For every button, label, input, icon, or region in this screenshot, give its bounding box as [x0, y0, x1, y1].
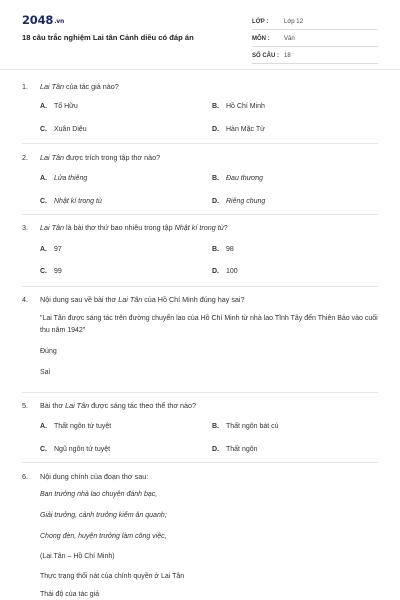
meta-info: [252, 14, 378, 65]
divider: [22, 286, 378, 287]
verse-line: Chong đèn, huyện trưởng làm công việc,: [40, 533, 167, 540]
meta-row-subject: MÔN : Văn: [252, 31, 378, 47]
option-c[interactable]: C. 99: [40, 268, 62, 275]
divider: [22, 462, 378, 463]
question-5: 5. Bài thơ Lai Tân được sáng tác theo thể thơ nào?: [22, 401, 197, 410]
worksheet-header: [0, 0, 400, 70]
option-d[interactable]: D. Thất ngôn: [212, 446, 258, 453]
question-text: Nội dung sau về bài thơ Lai Tân của Hồ Chí Minh đúng hay sai?: [40, 295, 245, 304]
divider: [22, 214, 378, 215]
question-text: Nội dung chính của đoạn thơ sau:: [40, 472, 149, 481]
question-text: Bài thơ Lai Tân được sáng tác theo thể thơ nào?: [40, 401, 197, 410]
option-a[interactable]: A. Tố Hữu: [40, 103, 78, 110]
option-a[interactable]: A. Lửa thiêng: [40, 175, 88, 182]
question-3: 3. Lai Tân là bài thơ thứ bao nhiêu trong tập Nhật kí trong tù?: [22, 223, 228, 232]
option-c[interactable]: C. Xuân Diệu: [40, 126, 87, 133]
verse-line: Ban trưởng nhà lao chuyên đánh bạc,: [40, 491, 158, 498]
question-text: Lai Tân là bài thơ thứ bao nhiêu trong tập Nhật kí trong tù?: [40, 223, 228, 232]
divider: [22, 392, 378, 393]
option-b[interactable]: B. Thất ngôn bát cú: [212, 423, 279, 430]
answer-option[interactable]: Thực trạng thối nát của chính quyền ở Lai Tân: [40, 573, 185, 580]
option-c[interactable]: C. Ngũ ngôn tứ tuyệt: [40, 446, 111, 453]
option-b[interactable]: B. 98: [212, 246, 234, 253]
answer-true[interactable]: Đúng: [40, 348, 57, 355]
meta-row-class: LỚP : Lớp 12: [252, 14, 378, 30]
question-text: Lai Tân của tác giả nào?: [40, 82, 119, 91]
option-d[interactable]: D. 100: [212, 268, 238, 275]
site-logo[interactable]: 2048.vn: [22, 13, 65, 27]
question-6: 6. Nội dung chính của đoạn thơ sau:: [22, 472, 149, 481]
option-d[interactable]: D. Hàn Mặc Tử: [212, 126, 265, 133]
page-title: 18 câu trắc nghiệm Lai tân Cảnh diều có đáp án: [22, 33, 194, 42]
option-a[interactable]: A. 97: [40, 246, 62, 253]
divider: [22, 143, 378, 144]
question-4-quote: "Lai Tân được sáng tác trên đường chuyển lao của Hồ Chí Minh từ nhà lao Tĩnh Tây đến Thiên Bảo vào cuối thu năm 1942": [40, 315, 378, 334]
answer-false[interactable]: Sai: [40, 369, 51, 376]
verse-source: (Lai Tân – Hồ Chí Minh): [40, 553, 115, 560]
option-b[interactable]: B. Hồ Chí Minh: [212, 103, 265, 110]
meta-row-count: SỐ CÂU : 18: [252, 48, 378, 64]
option-a[interactable]: A. Thất ngôn tứ tuyệt: [40, 423, 112, 430]
option-c[interactable]: C. Nhật kí trong tù: [40, 198, 102, 205]
option-d[interactable]: D. Riêng chung: [212, 198, 266, 205]
verse-line: Giải trưởng, cảnh trưởng kiếm ăn quanh;: [40, 512, 167, 519]
answer-option[interactable]: Thái độ của tác giả: [40, 591, 100, 598]
question-4: 4. Nội dung sau về bài thơ Lai Tân của Hồ Chí Minh đúng hay sai?: [22, 295, 245, 304]
question-text: Lai Tân được trích trong tập thơ nào?: [40, 153, 161, 162]
question-1: 1. Lai Tân của tác giả nào?: [22, 82, 119, 91]
option-b[interactable]: B. Đau thương: [212, 175, 264, 182]
question-2: 2. Lai Tân được trích trong tập thơ nào?: [22, 153, 161, 162]
